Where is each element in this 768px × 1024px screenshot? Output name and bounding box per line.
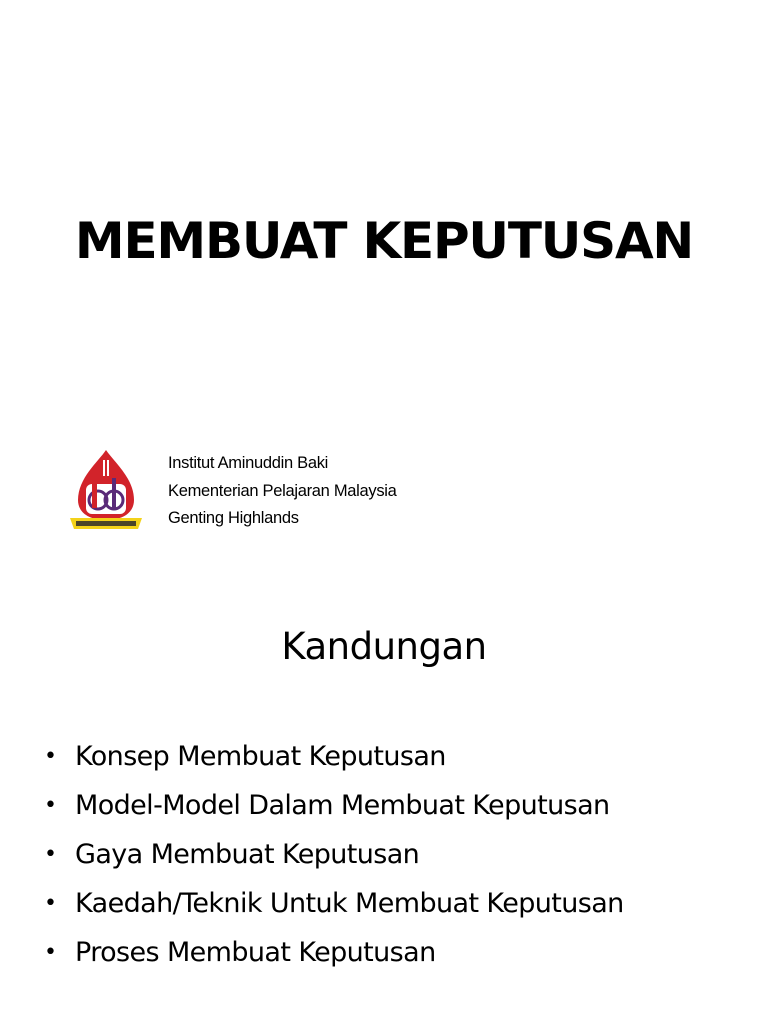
list-item: [44, 781, 624, 830]
bullet-icon: •: [44, 793, 57, 818]
bullet-icon: •: [44, 842, 57, 867]
institute-info: [168, 450, 397, 533]
slide-contents: [0, 590, 768, 1024]
list-item-text: Kaedah/Teknik Untuk Membuat Keputusan: [75, 888, 624, 919]
institute-line-ministry: Kementerian Pelajaran Malaysia: [168, 481, 397, 500]
list-item-text: Proses Membuat Keputusan: [75, 937, 436, 968]
institute-line-location: Genting Highlands: [168, 509, 299, 527]
contents-list: [44, 732, 624, 977]
contents-heading: Kandungan: [281, 625, 487, 668]
bullet-icon: •: [44, 940, 57, 965]
list-item: [44, 928, 624, 977]
bullet-icon: •: [44, 891, 57, 916]
list-item-text: Model-Model Dalam Membuat Keputusan: [75, 790, 610, 821]
slide-title-heading: MEMBUAT KEPUTUSAN: [74, 212, 694, 270]
institute-line-name: Institut Aminuddin Baki: [168, 454, 329, 472]
list-item-text: Gaya Membuat Keputusan: [75, 839, 420, 870]
list-item: [44, 879, 624, 928]
bullet-icon: •: [44, 744, 57, 769]
institut-aminuddin-baki-logo-icon: [68, 448, 144, 530]
list-item-text: Konsep Membuat Keputusan: [75, 741, 446, 772]
list-item: [44, 732, 624, 781]
list-item: [44, 830, 624, 879]
